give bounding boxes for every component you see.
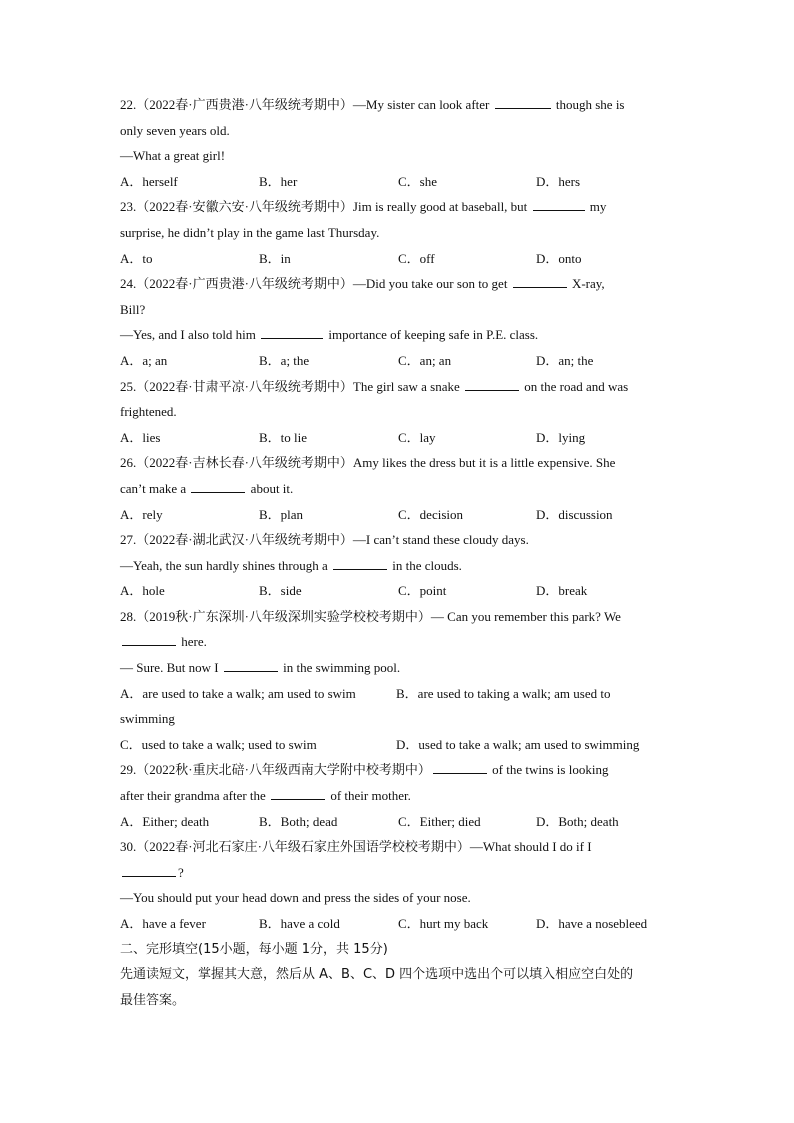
question-stem-line: [120, 322, 680, 348]
stem-text: Bill?: [120, 301, 146, 317]
option-row: [120, 502, 680, 528]
stem-text: surprise, he didn’t play in the game last Thursday.: [120, 224, 380, 240]
option-d[interactable]: D．hers: [536, 173, 581, 189]
option-d[interactable]: D．lying: [536, 429, 586, 445]
option-text[interactable]: B．are used to taking a walk; am used to: [396, 685, 611, 701]
option-a[interactable]: A．rely: [120, 506, 163, 522]
answer-blank[interactable]: [333, 557, 387, 570]
question-stem-line: [120, 118, 680, 144]
question-item: [120, 834, 680, 936]
option-row: [120, 732, 680, 758]
question-stem-line: [120, 450, 680, 476]
question-stem-line: [120, 655, 680, 681]
answer-blank[interactable]: [495, 96, 551, 109]
option-a[interactable]: A．lies: [120, 429, 161, 445]
question-item: [120, 194, 680, 271]
stem-text: about it.: [247, 480, 294, 496]
stem-text: 26.（2022春·吉林长春·八年级统考期中）Amy likes the dress but it is a little expensive. She: [120, 455, 616, 471]
question-stem-line: [120, 553, 680, 579]
question-stem-line: [120, 399, 680, 425]
answer-blank[interactable]: [191, 480, 245, 493]
stem-text: 25.（2022春·甘肃平凉·八年级统考期中）The girl saw a snake: [120, 378, 464, 394]
stem-text: 28.（2019秋·广东深圳·八年级深圳实验学校校考期中）— Can you remember this park? We: [120, 608, 621, 624]
option-b[interactable]: B．have a cold: [259, 916, 340, 931]
stem-text: my: [586, 199, 607, 215]
answer-blank[interactable]: [122, 864, 176, 877]
option-d[interactable]: D．break: [536, 583, 588, 599]
question-stem-line: [120, 860, 680, 886]
stem-text: 27.（2022春·湖北武汉·八年级统考期中）—I can’t stand these cloudy days.: [120, 532, 529, 548]
question-item: [120, 527, 680, 604]
option-c[interactable]: C．an; an: [398, 352, 452, 368]
option-b[interactable]: B．side: [259, 583, 302, 599]
option-c[interactable]: C．she: [398, 173, 438, 189]
stem-text: —What a great girl!: [120, 148, 226, 164]
question-stem-line: [120, 143, 680, 169]
answer-blank[interactable]: [465, 378, 519, 391]
option-b[interactable]: B．to lie: [259, 429, 308, 445]
option-a[interactable]: A．herself: [120, 173, 178, 189]
question-stem-line: [120, 834, 680, 860]
option-b[interactable]: B．her: [259, 173, 298, 189]
option-row: [120, 911, 680, 937]
option-a[interactable]: A．to: [120, 250, 153, 266]
stem-text: 30.（2022春·河北石家庄·八年级石家庄外国语学校校考期中）—What should I do if I: [120, 839, 592, 855]
stem-text: of their mother.: [327, 788, 411, 804]
question-stem-line: [120, 885, 680, 911]
stem-text: 23.（2022春·安徽六安·八年级统考期中）Jim is really good at baseball, but: [120, 199, 531, 215]
question-item: [120, 604, 680, 758]
question-list: [120, 92, 680, 1013]
stem-text: can’t make a: [120, 480, 190, 496]
option-row: [120, 246, 680, 272]
section-instruction: 先通读短文，掌握其大意，然后从 A、B、C、D 四个选项中选出个可以填入相应空白处的: [120, 967, 634, 983]
option-c[interactable]: C．off: [398, 250, 435, 266]
answer-blank[interactable]: [224, 659, 278, 672]
stem-text: 24.（2022春·广西贵港·八年级统考期中）—Did you take our son to get: [120, 276, 511, 292]
stem-text: X-ray,: [568, 276, 605, 292]
question-stem-line: [120, 297, 680, 323]
option-b[interactable]: B．plan: [259, 506, 304, 522]
option-text[interactable]: A．are used to take a walk; am used to swim: [120, 685, 356, 701]
stem-text: on the road and was: [521, 378, 629, 394]
question-stem-line: [120, 220, 680, 246]
stem-text: —Yeah, the sun hardly shines through a: [120, 557, 331, 573]
stem-text: though she is: [552, 97, 625, 112]
option-a[interactable]: A．have a fever: [120, 916, 206, 931]
option-c[interactable]: C．hurt my back: [398, 916, 489, 931]
option-d[interactable]: D．onto: [536, 250, 582, 266]
stem-text: — Sure. But now I: [120, 660, 222, 676]
stem-text: —Yes, and I also told him: [120, 327, 260, 343]
question-item: [120, 757, 680, 834]
question-stem-line: [120, 271, 680, 297]
option-c[interactable]: C．lay: [398, 429, 436, 445]
stem-text: only seven years old.: [120, 122, 230, 138]
option-d[interactable]: D．have a nosebleed: [536, 916, 648, 931]
question-item: [120, 271, 680, 373]
question-item: [120, 92, 680, 194]
option-a[interactable]: A．hole: [120, 583, 165, 599]
question-stem-line: [120, 604, 680, 630]
option-c[interactable]: C．decision: [398, 506, 463, 522]
option-text[interactable]: D．used to take a walk; am used to swimming: [396, 736, 640, 752]
stem-text: after their grandma after the: [120, 788, 270, 804]
option-row: [120, 169, 680, 195]
question-stem-line: [120, 757, 680, 783]
stem-text: here.: [178, 634, 207, 650]
stem-text: ?: [178, 864, 184, 880]
stem-text: of the twins is looking: [488, 762, 609, 778]
option-text[interactable]: swimming: [120, 711, 175, 727]
stem-text: —You should put your head down and press the sides of your nose.: [120, 890, 471, 906]
question-stem-line: [120, 476, 680, 502]
option-d[interactable]: D．an; the: [536, 352, 594, 368]
question-stem-line: [120, 92, 680, 118]
option-b[interactable]: B．Both; dead: [259, 813, 338, 829]
question-stem-line: [120, 783, 680, 809]
answer-blank[interactable]: [122, 633, 176, 646]
option-d[interactable]: D．Both; death: [536, 813, 619, 829]
option-c[interactable]: C．point: [398, 583, 447, 599]
option-a[interactable]: A．a; an: [120, 352, 168, 368]
stem-text: 29.（2022秋·重庆北碚·八年级西南大学附中校考期中）: [120, 762, 431, 778]
option-c[interactable]: C．Either; died: [398, 813, 481, 829]
answer-blank[interactable]: [261, 326, 323, 339]
stem-text: in the clouds.: [389, 557, 462, 573]
option-a[interactable]: A．Either; death: [120, 813, 210, 829]
option-row: [120, 348, 680, 374]
answer-blank[interactable]: [513, 275, 567, 288]
option-b[interactable]: B．in: [259, 250, 291, 266]
option-row: [120, 706, 680, 732]
option-row: [120, 425, 680, 451]
answer-blank[interactable]: [433, 761, 487, 774]
option-b[interactable]: B．a; the: [259, 352, 310, 368]
section-title: 二、完形填空(15小题，每小题 1分，共 15分): [120, 941, 388, 957]
option-row: [120, 809, 680, 835]
question-stem-line: [120, 527, 680, 553]
question-item: [120, 450, 680, 527]
stem-text: 22.（2022春·广西贵港·八年级统考期中）—My sister can look after: [120, 97, 493, 112]
stem-text: importance of keeping safe in P.E. class.: [325, 327, 539, 343]
stem-text: frightened.: [120, 404, 177, 420]
option-row: [120, 681, 680, 707]
question-item: [120, 374, 680, 451]
answer-blank[interactable]: [271, 787, 325, 800]
answer-blank[interactable]: [533, 198, 585, 211]
option-d[interactable]: D．discussion: [536, 506, 613, 522]
section-instruction: 最佳答案。: [120, 992, 186, 1008]
option-text[interactable]: C．used to take a walk; used to swim: [120, 736, 317, 752]
option-row: [120, 578, 680, 604]
stem-text: in the swimming pool.: [279, 660, 401, 676]
question-stem-line: [120, 194, 680, 220]
question-stem-line: [120, 374, 680, 400]
question-stem-line: [120, 629, 680, 655]
